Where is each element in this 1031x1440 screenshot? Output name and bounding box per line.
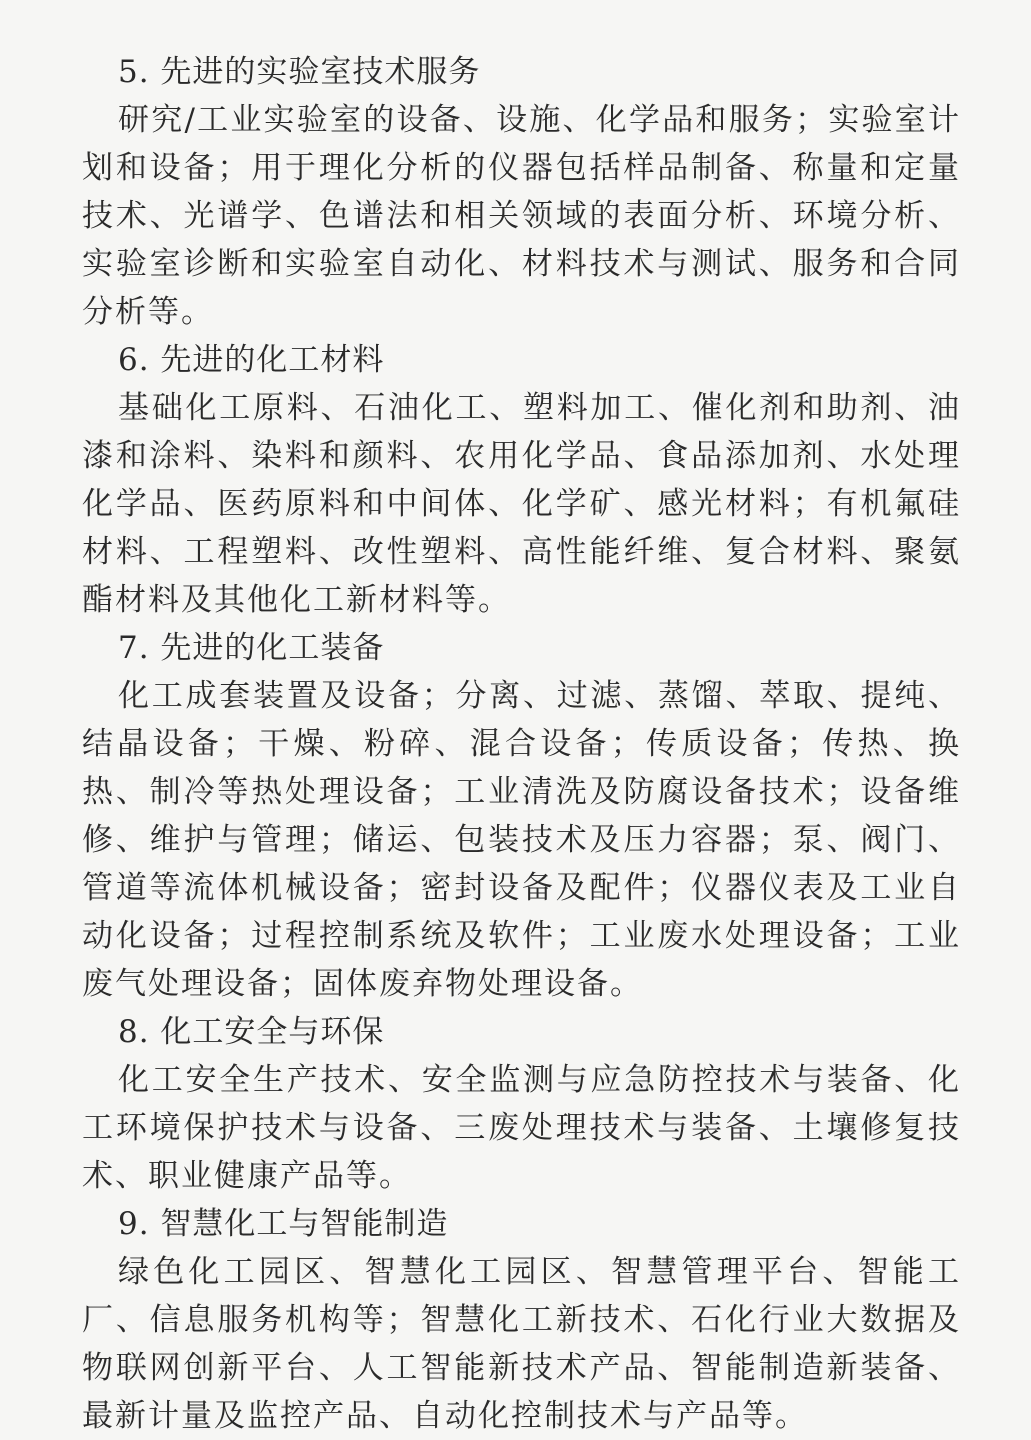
- section-7: [82, 624, 961, 1008]
- section-body: 研究/工业实验室的设备、设施、化学品和服务；实验室计划和设备；用于理化分析的仪器包括样品制备、称量和定量技术、光谱学、色谱法和相关领域的表面分析、环境分析、实验室诊断和实验室自动化、材料技术与测试、服务和合同分析等。: [82, 102, 961, 330]
- section-heading: 6. 先进的化工材料: [118, 342, 385, 378]
- section-heading: 8. 化工安全与环保: [118, 1014, 385, 1050]
- section-9: [82, 1200, 961, 1440]
- section-6: [82, 336, 961, 624]
- section-body: 化工安全生产技术、安全监测与应急防控技术与装备、化工环境保护技术与设备、三废处理技术与装备、土壤修复技术、职业健康产品等。: [82, 1062, 961, 1194]
- section-body: 基础化工原料、石油化工、塑料加工、催化剂和助剂、油漆和涂料、染料和颜料、农用化学品、食品添加剂、水处理化学品、医药原料和中间体、化学矿、感光材料；有机氟硅材料、工程塑料、改性塑料、高性能纤维、复合材料、聚氨酯材料及其他化工新材料等。: [82, 390, 961, 618]
- section-body: 绿色化工园区、智慧化工园区、智慧管理平台、智能工厂、信息服务机构等；智慧化工新技术、石化行业大数据及物联网创新平台、人工智能新技术产品、智能制造新装备、最新计量及监控产品、自动化控制技术与产品等。: [82, 1254, 961, 1434]
- section-body: 化工成套装置及设备；分离、过滤、蒸馏、萃取、提纯、结晶设备；干燥、粉碎、混合设备；传质设备；传热、换热、制冷等热处理设备；工业清洗及防腐设备技术；设备维修、维护与管理；储运、包装技术及压力容器；泵、阀门、管道等流体机械设备；密封设备及配件；仪器仪表及工业自动化设备；过程控制系统及软件；工业废水处理设备；工业废气处理设备；固体废弃物处理设备。: [82, 678, 961, 1002]
- section-heading: 5. 先进的实验室技术服务: [118, 54, 481, 90]
- section-heading: 7. 先进的化工装备: [118, 630, 385, 666]
- section-8: [82, 1008, 961, 1200]
- section-heading: 9. 智慧化工与智能制造: [118, 1206, 449, 1242]
- section-5: [82, 48, 961, 336]
